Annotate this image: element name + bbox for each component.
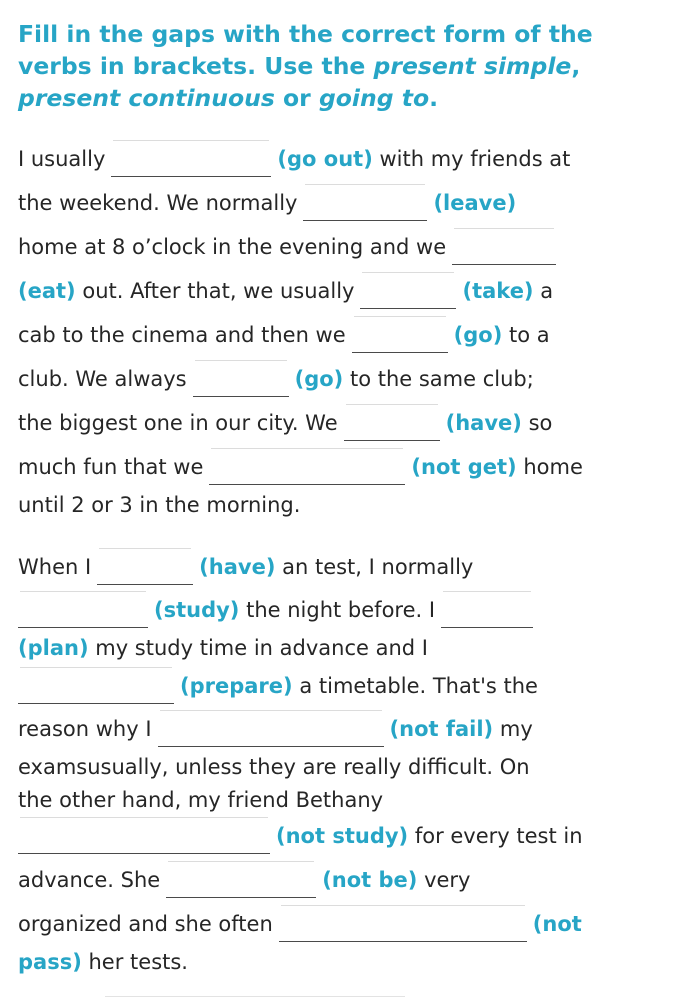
text-line: club. We always (go) to the same club; <box>18 361 534 397</box>
verb-hint: (take) <box>462 279 534 303</box>
gap-input-13[interactable] <box>158 716 384 747</box>
divider <box>105 996 405 997</box>
verb-hint: (have) <box>199 555 276 579</box>
gap-input-1[interactable] <box>111 146 271 177</box>
text-line: reason why I (not fail) my <box>18 711 533 747</box>
text-line: examsusually, unless they are really difficult. On <box>18 755 530 779</box>
verb-hint: (not fail) <box>389 717 494 741</box>
verb-hint: (leave) <box>433 191 517 215</box>
text-line: (prepare) a timetable. That's the <box>12 668 538 704</box>
text-line: until 2 or 3 in the morning. <box>18 493 301 517</box>
gap-input-8[interactable] <box>209 454 405 485</box>
text-line: I usually (go out) with my friends at <box>18 141 570 177</box>
text-line: (plan) my study time in advance and I <box>18 636 428 660</box>
gap-input-5[interactable] <box>352 322 448 353</box>
gap-input-6[interactable] <box>193 366 289 397</box>
text-line: the other hand, my friend Bethany <box>18 788 384 812</box>
gap-input-4[interactable] <box>360 278 456 309</box>
verb-hint: (prepare) <box>180 674 293 698</box>
gap-input-11[interactable] <box>441 597 533 628</box>
text-line: home at 8 o’clock in the evening and we <box>18 229 562 265</box>
text-line: organized and she often (not <box>18 906 582 942</box>
verb-hint: (not be) <box>322 868 418 892</box>
verb-hint: (go out) <box>277 147 373 171</box>
text-line: the weekend. We normally (leave) <box>18 185 516 221</box>
verb-hint: (not <box>532 912 582 936</box>
gap-input-16[interactable] <box>279 911 527 942</box>
tense-present-continuous: present continuous <box>18 84 275 112</box>
verb-hint: (go) <box>453 323 503 347</box>
text-line: much fun that we (not get) home <box>18 449 583 485</box>
gap-input-7[interactable] <box>344 410 440 441</box>
gap-input-9[interactable] <box>97 554 193 585</box>
verb-hint: (plan) <box>18 636 89 660</box>
gap-input-2[interactable] <box>303 190 427 221</box>
gap-input-3[interactable] <box>452 234 556 265</box>
text-line: cab to the cinema and then we (go) to a <box>18 317 550 353</box>
verb-hint: (eat) <box>18 279 76 303</box>
verb-hint: (study) <box>154 598 240 622</box>
text-line: When I (have) an test, I normally <box>18 549 473 585</box>
verb-hint: pass) <box>18 950 82 974</box>
tense-present-simple: present simple <box>373 52 572 80</box>
text-line: the biggest one in our city. We (have) so <box>18 405 552 441</box>
text-line: pass) her tests. <box>18 950 188 974</box>
tense-going-to: going to <box>318 84 430 112</box>
verb-hint: (go) <box>294 367 344 391</box>
text-line: advance. She (not be) very <box>18 862 471 898</box>
verb-hint: (not study) <box>276 824 409 848</box>
text-line: (study) the night before. I <box>12 592 539 628</box>
gap-input-15[interactable] <box>166 867 316 898</box>
verb-hint: (have) <box>445 411 522 435</box>
gap-input-10[interactable] <box>18 597 148 628</box>
verb-hint: (not get) <box>411 455 517 479</box>
gap-input-14[interactable] <box>18 823 270 854</box>
exercise-instructions: Fill in the gaps with the correct form of the verbs in brackets. Use the present simple, present continuous or going to. <box>18 20 593 112</box>
text-line: (not study) for every test in <box>12 818 583 854</box>
text-line: (eat) out. After that, we usually (take) a <box>18 273 553 309</box>
gap-input-12[interactable] <box>18 673 174 704</box>
